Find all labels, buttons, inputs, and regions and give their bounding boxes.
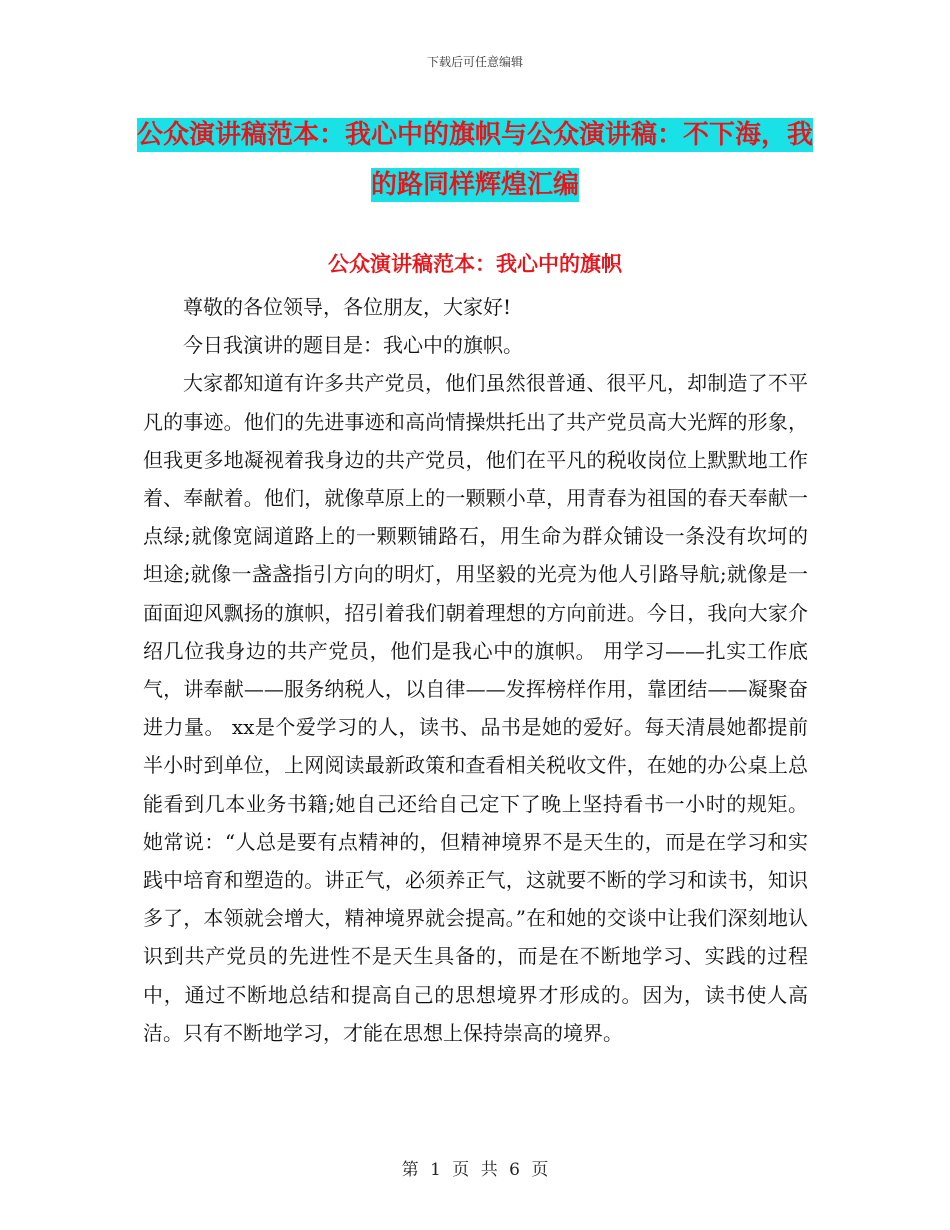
document-title-text: 公众演讲稿范本：我心中的旗帜与公众演讲稿：不下海，我的路同样辉煌汇编 bbox=[136, 120, 813, 200]
document-title bbox=[130, 110, 820, 210]
paragraph-topic: 今日我演讲的题目是：我心中的旗帜。 bbox=[183, 333, 523, 358]
page-footer: 第 1 页 共 6 页 bbox=[401, 1160, 549, 1180]
section-title: 公众演讲稿范本：我心中的旗帜 bbox=[328, 252, 622, 276]
header-note: 下载后可任意编辑 bbox=[426, 55, 523, 69]
body-text bbox=[143, 288, 808, 1052]
paragraph-greeting: 尊敬的各位领导，各位朋友，大家好! bbox=[183, 295, 512, 319]
paragraph-main: 大家都知道有许多共产党员，他们虽然很普通、很平凡，却制造了不平凡的事迹。他们的先进事迹和高尚情操烘托出了共产党员高大光辉的形象，但我更多地凝视着我身边的共产党员，他们在平凡的税收岗位上默默地工作着、奉献着。他们，就像草原上的一颗颗小草，用青春为祖国的春天奉献一点绿;就像宽阔道路上的一颗颗铺路石，用生命为群众铺设一条没有坎坷的坦途;就像一盏盏指引方向的明灯，用坚毅的光亮为他人引路导航;就像是一面面迎风飘扬的旗帜，招引着我们朝着理想的方向前进。今日，我向大家介绍几位我身边的共产党员，他们是我心中的旗帜。 用学习——扎实工作底气，讲奉献——服务纳税人，以自律——发挥榜样作用，靠团结——凝聚奋进力量。 xx是个爱学习的人，读书、品书是她的爱好。每天清晨她都提前半小时到单位，上网阅读最新政策和查看相关税收文件，在她的办公桌上总能看到几本业务书籍;她自己还给自己定下了晚上坚持看书一小时的规矩。她常说：“人总是要有点精神的，但精神境界不是天生的，而是在学习和实践中培育和塑造的。讲正气，必须养正气，这就要不断的学习和读书，知识多了，本领就会增大，精神境界就会提高。”在和她的交谈中让我们深刻地认识到共产党员的先进性不是天生具备的，而是在不断地学习、实践的过程中，通过不断地总结和提高自己的思想境界才形成的。因为，读书使人高洁。只有不断地学习，才能在思想上保持崇高的境界。 bbox=[143, 371, 808, 1045]
